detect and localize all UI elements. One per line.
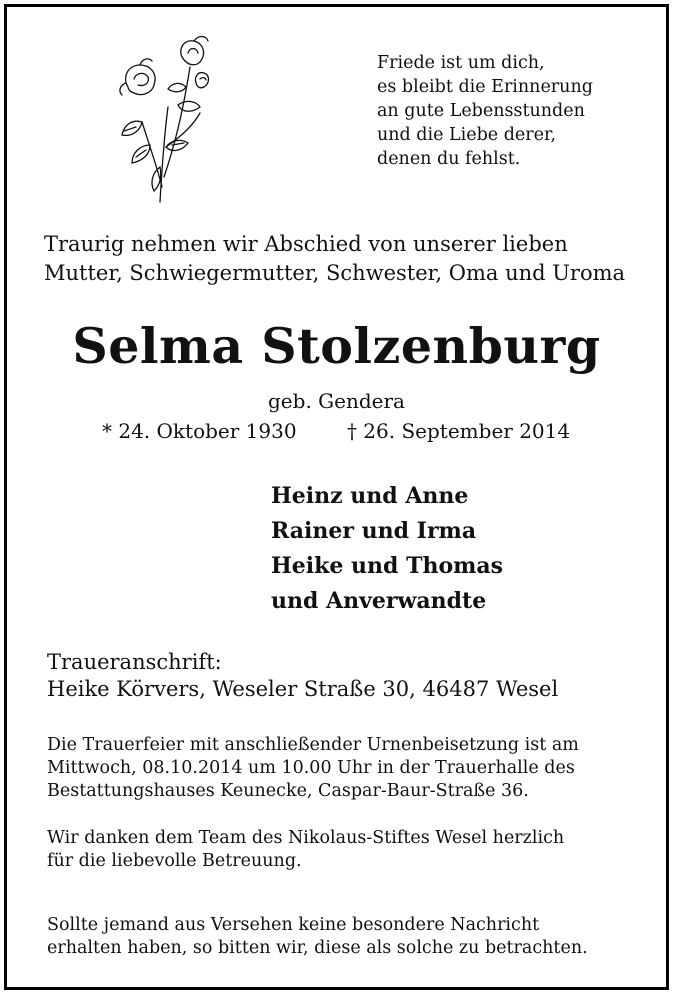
life-dates (102, 419, 570, 443)
quote-line: Friede ist um dich, (377, 53, 545, 73)
maiden-name: geb. Gendera (268, 389, 405, 413)
intro-text (44, 230, 625, 288)
thanks-line: Wir danken dem Team des Nikolaus-Stiftes Wesel herzlich (47, 828, 565, 848)
intro-line: Mutter, Schwiegermutter, Schwester, Oma und Uroma (44, 261, 626, 285)
address-value: Heike Körvers, Weseler Straße 30, 46487 Wesel (47, 677, 559, 701)
ceremony-line: Die Trauerfeier mit anschließender Urnenbeisetzung ist am (47, 735, 579, 755)
notice-line: erhalten haben, so bitten wir, diese als solche zu betrachten. (47, 938, 588, 958)
family-line: Rainer und Irma (271, 518, 477, 544)
quote-line: an gute Lebensstunden (377, 101, 585, 121)
mourning-address (47, 649, 558, 703)
obituary-notice (4, 4, 669, 990)
family-line: und Anverwandte (271, 588, 487, 614)
family-line: Heike und Thomas (271, 553, 504, 579)
thanks-paragraph (47, 827, 564, 873)
family-line: Heinz und Anne (271, 483, 469, 509)
notice-paragraph (47, 914, 588, 960)
quote-line: es bleibt die Erinnerung (377, 77, 593, 97)
birth-date: * 24. Oktober 1930 (102, 419, 297, 443)
mourning-family (271, 479, 503, 619)
notice-line: Sollte jemand aus Versehen keine besondere Nachricht (47, 915, 540, 935)
ceremony-paragraph (47, 734, 579, 803)
ceremony-line: Mittwoch, 08.10.2014 um 10.00 Uhr in der Trauerhalle des (47, 758, 575, 778)
death-date: † 26. September 2014 (346, 419, 571, 443)
memorial-quote (377, 51, 593, 171)
quote-line: denen du fehlst. (377, 149, 521, 169)
rose-illustration-icon (102, 27, 232, 207)
thanks-line: für die liebevolle Betreuung. (47, 851, 302, 871)
address-label: Traueranschrift: (47, 650, 222, 674)
intro-line: Traurig nehmen wir Abschied von unserer lieben (44, 232, 568, 256)
deceased-name: Selma Stolzenburg (72, 317, 601, 375)
quote-line: und die Liebe derer, (377, 125, 557, 145)
ceremony-line: Bestattungshauses Keunecke, Caspar-Baur-Straße 36. (47, 781, 529, 801)
